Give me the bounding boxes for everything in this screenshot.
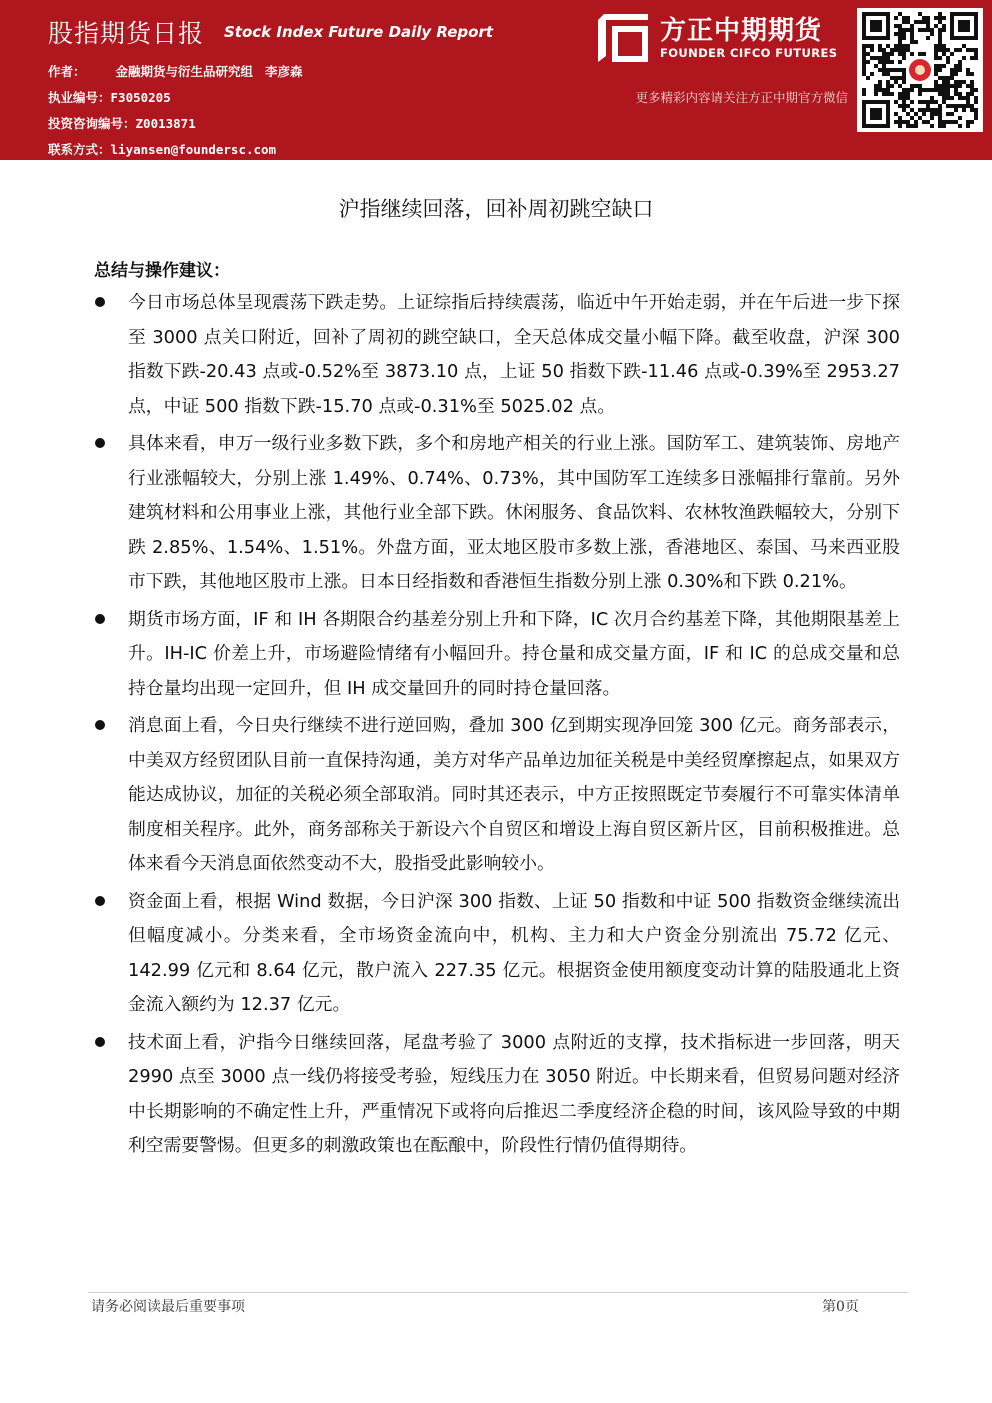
page-number: 第0页 bbox=[822, 1299, 859, 1315]
company-logo-en: FOUNDER CIFCO FUTURES bbox=[660, 46, 838, 60]
license-label: 执业编号： bbox=[48, 90, 111, 105]
license-line bbox=[48, 88, 171, 106]
contact-line bbox=[48, 140, 276, 158]
bullet-market-overview: 今日市场总体呈现震荡下跌走势。上证综指后持续震荡，临近中午开始走弱，并在午后进一步下探至 3000 点关口附近，回补了周初的跳空缺口，全天总体成交量小幅下降。截至收盘，沪深 300 指数下跌-20.43 点或-0.52%至 3873.10 点，上证 50 指数下跌-11.46 点或-0.39%至 2953.27 点，中证 500 指数下跌-15.70 点或-0.31%至 5025.02 点。 bbox=[128, 286, 900, 424]
report-title-en: Stock Index Future Daily Report bbox=[224, 23, 494, 41]
company-logo-icon bbox=[598, 14, 648, 62]
contact-label: 联系方式： bbox=[48, 142, 111, 157]
section-heading: 总结与操作建议： bbox=[94, 261, 230, 281]
wechat-follow-text: 更多精彩内容请关注方正中期官方微信 bbox=[635, 90, 848, 105]
footer-divider bbox=[88, 1292, 908, 1293]
wechat-qr-code[interactable] bbox=[857, 8, 983, 132]
bullet-technical: 技术面上看，沪指今日继续回落，尾盘考验了 3000 点附近的支撑，技术指标进一步回落，明天 2990 点至 3000 点一线仍将接受考验，短线压力在 3050 附近。中长期来看，但贸易问题对经济中长期影响的不确定性上升，严重情况下或将向后推迟二季度经济企稳的时间，该风险导致的中期利空需要警惕。但更多的刺激政策也在酝酿中，阶段性行情仍值得期待。 bbox=[128, 1026, 900, 1164]
author-line bbox=[48, 62, 303, 80]
author-group: 金融期货与衍生品研究组 bbox=[115, 64, 254, 79]
author-label: 作者： bbox=[48, 64, 86, 79]
bullet-news: 消息面上看，今日央行继续不进行逆回购，叠加 300 亿到期实现净回笼 300 亿元。商务部表示，中美双方经贸团队目前一直保持沟通，美方对华产品单边加征关税是中美经贸摩擦起点，如果双方能达成协议，加征的关税必须全部取消。同时其还表示，中方正按照既定节奏履行不可靠实体清单制度相关程序。此外，商务部称关于新设六个自贸区和增设上海自贸区新片区，目前积极推进。总体来看今天消息面依然变动不大，股指受此影响较小。 bbox=[128, 709, 900, 882]
bullet-capital-flow: 资金面上看，根据 Wind 数据，今日沪深 300 指数、上证 50 指数和中证 500 指数资金继续流出但幅度减小。分类来看，全市场资金流向中，机构、主力和大户资金分别流出 75.72 亿元、142.99 亿元和 8.64 亿元，散户流入 227.35 亿元。根据资金使用额度变动计算的陆股通北上资金流入额约为 12.37 亿元。 bbox=[128, 885, 900, 1023]
consult-label: 投资咨询编号： bbox=[48, 116, 136, 131]
consult-value: Z0013871 bbox=[135, 116, 196, 131]
license-value: F3050205 bbox=[110, 90, 171, 105]
author-name: 李彦森 bbox=[265, 64, 303, 79]
report-header bbox=[0, 0, 992, 160]
company-logo-cn: 方正中期期货 bbox=[660, 16, 823, 46]
consult-line bbox=[48, 114, 196, 132]
bullet-futures: 期货市场方面，IF 和 IH 各期限合约基差分别上升和下降，IC 次月合约基差下降，其他期限基差上升。IH-IC 价差上升，市场避险情绪有小幅回升。持仓量和成交量方面，IF 和 IC 的总成交量和总持仓量均出现一定回升，但 IH 成交量回升的同时持仓量回落。 bbox=[128, 603, 900, 707]
footer-notice: 请务必阅读最后重要事项 bbox=[91, 1299, 245, 1315]
summary-bullet-list bbox=[128, 286, 900, 1167]
contact-email[interactable]: liyansen@foundersc.com bbox=[110, 142, 277, 157]
document-title: 沪指继续回落，回补周初跳空缺口 bbox=[338, 197, 654, 221]
report-title-cn: 股指期货日报 bbox=[48, 19, 205, 48]
bullet-industry: 具体来看，申万一级行业多数下跌，多个和房地产相关的行业上涨。国防军工、建筑装饰、房地产行业涨幅较大，分别上涨 1.49%、0.74%、0.73%，其中国防军工连续多日涨幅排行靠前。另外建筑材料和公用事业上涨，其他行业全部下跌。休闲服务、食品饮料、农林牧渔跌幅较大，分别下跌 2.85%、1.54%、1.51%。外盘方面，亚太地区股市多数上涨，香港地区、泰国、马来西亚股市下跌，其他地区股市上涨。日本日经指数和香港恒生指数分别上涨 0.30%和下跌 0.21%。 bbox=[128, 427, 900, 600]
